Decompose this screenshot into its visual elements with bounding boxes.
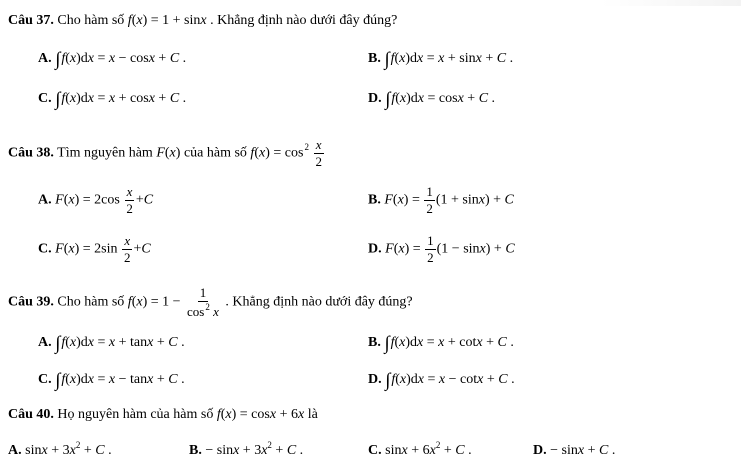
question-39-option-c[interactable]: C. ∫f(x)dx = x − tanx + C . — [38, 370, 185, 391]
stem-text-post: . Khẳng định nào dưới đây đúng? — [225, 294, 413, 310]
question-40-option-b[interactable]: B. − $\sin x + 3x^2 + C$ . — [189, 440, 304, 458]
question-39-option-b[interactable]: B. ∫f(x)dx = x + cotx + C . — [368, 333, 514, 354]
option-label: D. — [368, 241, 382, 257]
option-label: A. — [8, 443, 22, 458]
option-label: C. — [38, 91, 52, 106]
question-37-option-c[interactable]: C. ∫f(x)dx = x + cosx + C . — [38, 89, 187, 110]
question-40-option-a[interactable]: A. $\sin x + 3x^2 + C$ . — [8, 440, 112, 458]
question-number: Câu 40. — [8, 407, 54, 422]
option-label: B. — [189, 443, 202, 458]
question-38-stem: Câu 38. Tìm nguyên hàm F(x) của hàm số $f(x) = \cos^2$ $\frac{x}{2}$ — [8, 137, 322, 169]
scan-top-edge — [601, 0, 741, 6]
option-label: D. — [368, 372, 382, 387]
stem-text-post: là — [307, 407, 318, 422]
stem-text: Cho hàm số — [57, 294, 125, 310]
question-37-option-d[interactable]: D. ∫f(x)dx = cosx + C . — [368, 89, 496, 110]
question-37-option-a[interactable]: A. ∫f(x)dx = x − cosx + C . — [38, 49, 187, 70]
question-40-option-d[interactable]: D. − sinx + C . — [533, 443, 616, 458]
option-label: A. — [38, 192, 52, 208]
question-37-option-b[interactable]: B. ∫f(x)dx = x + sinx + C . — [368, 49, 514, 70]
question-38-option-b[interactable]: B. F(x) = $\frac{1}{2}$ (1 + sinx) + C — [368, 184, 514, 216]
option-label: A. — [38, 335, 52, 350]
question-number: Câu 39. — [8, 294, 54, 310]
stem-formula: f — [127, 13, 132, 28]
stem-text-mid: của hàm số — [183, 145, 247, 161]
stem-text: Tìm nguyên hàm — [57, 145, 153, 161]
option-label: B. — [368, 192, 381, 208]
question-38-option-a[interactable]: A. F(x) = 2cos $\frac{x}{2}$ +C — [38, 184, 154, 216]
option-label: D. — [533, 443, 547, 458]
question-37-stem: Câu 37. Cho hàm số f(x) = 1 + sinx . Khẳng định nào dưới đây đúng? — [8, 13, 398, 28]
question-number: Câu 38. — [8, 145, 54, 161]
option-label: B. — [368, 51, 381, 66]
stem-text-post: . Khẳng định nào dưới đây đúng? — [210, 13, 398, 28]
question-39-option-d[interactable]: D. ∫f(x)dx = x − cotx + C . — [368, 370, 515, 391]
question-40-option-c[interactable]: C. $\sin x + 6x^2 + C$ . — [368, 440, 472, 458]
question-40-stem: Câu 40. Họ nguyên hàm của hàm số f(x) = cosx + 6x là — [8, 407, 318, 422]
option-label: D. — [368, 91, 382, 106]
option-label: C. — [38, 372, 52, 387]
option-label: C. — [368, 443, 382, 458]
stem-text: Cho hàm số — [57, 13, 125, 28]
stem-text: Họ nguyên hàm của hàm số — [57, 407, 214, 422]
option-label: C. — [38, 241, 52, 257]
option-label: A. — [38, 51, 52, 66]
question-38-option-c[interactable]: C. F(x) = 2sin $\frac{x}{2}$ +C — [38, 233, 151, 265]
question-number: Câu 37. — [8, 13, 54, 28]
question-39-option-a[interactable]: A. ∫f(x)dx = x + tanx + C . — [38, 333, 185, 354]
option-label: B. — [368, 335, 381, 350]
question-39-stem: Câu 39. Cho hàm số f(x) = 1 − $\frac{1}{\cos^2 x}$ . Khẳng định nào dưới đây đúng? — [8, 285, 413, 319]
question-38-option-d[interactable]: D. F(x) = $\frac{1}{2}$ (1 − sinx) + C — [368, 233, 515, 265]
